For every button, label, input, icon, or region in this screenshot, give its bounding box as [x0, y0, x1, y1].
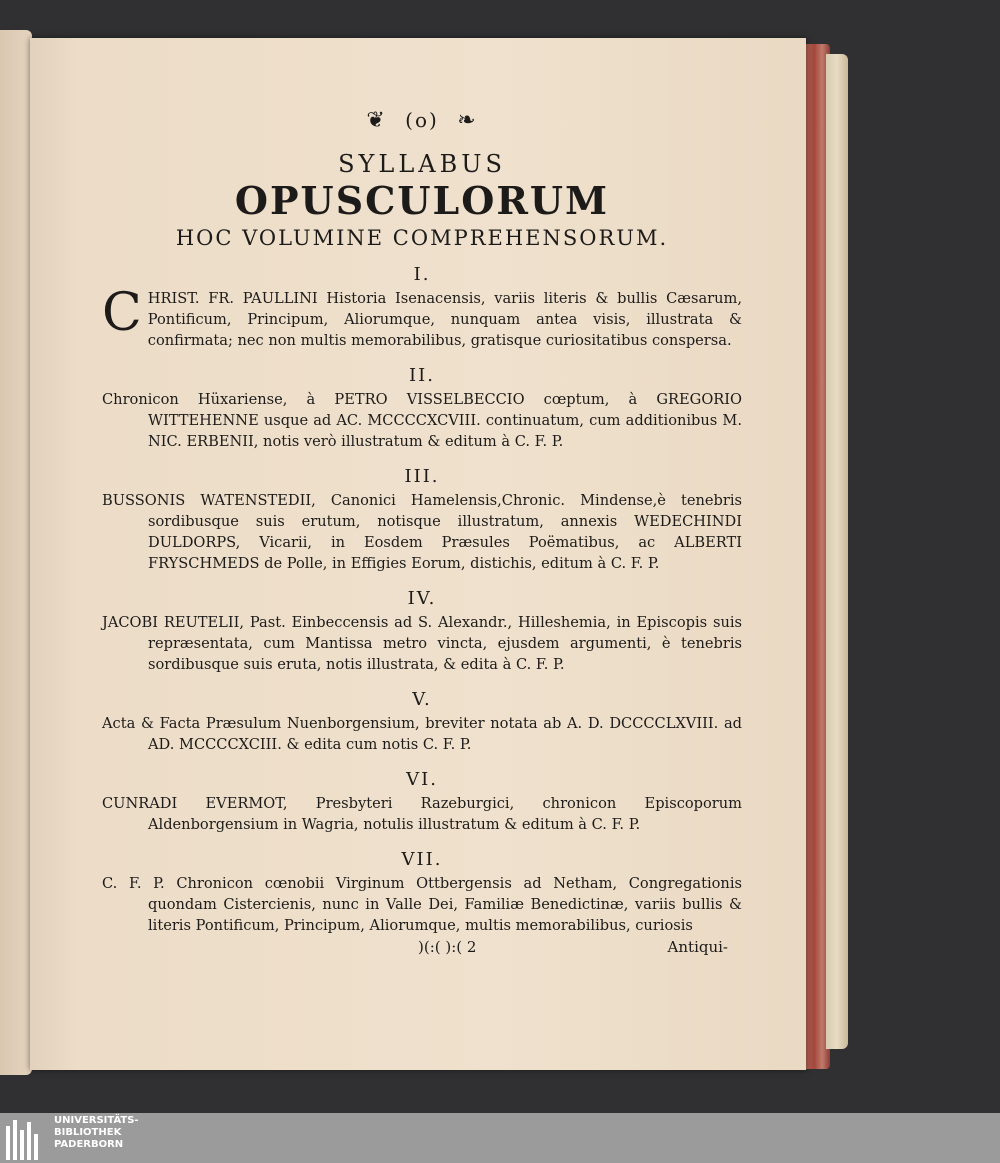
library-name	[54, 1115, 139, 1151]
section-body: HRIST. FR. PAULLINI Historia Isenacensis, variis literis & bullis Cæsarum, Pontificum, Principum, Aliorumque, nunquam antea visis, illustrata & confirmata; nec non multis memorabilibus, gratisque curiositatibus conspersa.	[147, 290, 742, 349]
page-footer	[102, 938, 742, 962]
ornament-right-icon: ❧	[457, 108, 478, 133]
section-4	[102, 588, 742, 675]
section-1	[102, 264, 742, 351]
title-line-3: HOC VOLUMINE COMPREHENSORUM.	[175, 226, 669, 250]
section-text: BUSSONIS WATENSTEDII, Canonici Hamelensis,Chronic. Mindense,è tenebris sordibusque suis erutum, notisque illustratum, annexis WEDECHINDI DULDORPS, Vicarii, in Eosdem Præsules Poëmatibus, ac ALBERTI FRYSCHMEDS de Polle, in Effigies Eorum, distichis, editum à C. F. P.	[102, 492, 742, 572]
section-3	[102, 466, 742, 574]
catchword: Antiqui-	[667, 938, 728, 956]
library-name-line: BIBLIOTHEK	[54, 1127, 122, 1138]
section-number: I.	[413, 264, 431, 285]
section-text: Chronicon Hüxariense, à PETRO VISSELBECCIO cœptum, à GREGORIO WITTEHENNE usque ad AC. MCCCCXCVIII. continuatum, cum additionibus M. NIC. ERBENII, notis verò illustratum & editum à C. F. P.	[102, 391, 742, 450]
section-text: Acta & Facta Præsulum Nuenborgensium, breviter notata ab A. D. DCCCCLXVIII. ad AD. MCCCCXCIII. & edita cum notis C. F. P.	[102, 715, 742, 753]
section-5	[102, 689, 742, 755]
left-page-edge	[0, 30, 32, 1075]
page-mark: (o)	[405, 108, 439, 132]
section-text	[102, 283, 742, 351]
page-header	[102, 108, 742, 140]
section-number: IV.	[407, 588, 437, 609]
drop-cap: C	[102, 283, 142, 343]
library-logo-icon	[6, 1116, 46, 1160]
title-line-1: SYLLABUS	[338, 150, 506, 178]
section-6	[102, 769, 742, 835]
section-text: C. F. P. Chronicon cœnobii Virginum Ottbergensis ad Netham, Congregationis quondam Cistercienis, nunc in Valle Dei, Familiæ Benedictinæ, variis bullis & literis Pontificum, Principum, Aliorumque, multis memorabilibus, curiosis	[102, 875, 742, 934]
section-2	[102, 365, 742, 452]
signature-mark: )(:( ):( 2	[418, 938, 477, 956]
library-footer-bar	[0, 1113, 1000, 1163]
section-number: II.	[409, 365, 435, 386]
page-content	[102, 108, 742, 962]
page-edge-cream	[826, 54, 848, 1049]
library-name-line: UNIVERSITÄTS-	[54, 1115, 139, 1126]
section-number: VII.	[401, 849, 443, 870]
section-text: JACOBI REUTELII, Past. Einbeccensis ad S. Alexandr., Hilleshemia, in Episcopis suis repræsentata, cum Mantissa metro vincta, ejusdem argumenti, è tenebris sordibusque suis eruta, notis illustrata, & edita à C. F. P.	[102, 614, 742, 673]
library-name-line: PADERBORN	[54, 1139, 124, 1150]
section-number: VI.	[406, 769, 438, 790]
title-line-2: OPUSCULORUM	[234, 178, 610, 223]
section-number: III.	[404, 466, 440, 487]
section-7	[102, 849, 742, 936]
section-number: V.	[412, 689, 432, 710]
section-text: CUNRADI EVERMOT, Presbyteri Razeburgici, chronicon Episcoporum Aldenborgensium in Wagria, notulis illustratum & editum à C. F. P.	[102, 795, 742, 833]
ornament-left-icon: ❦	[366, 108, 387, 133]
